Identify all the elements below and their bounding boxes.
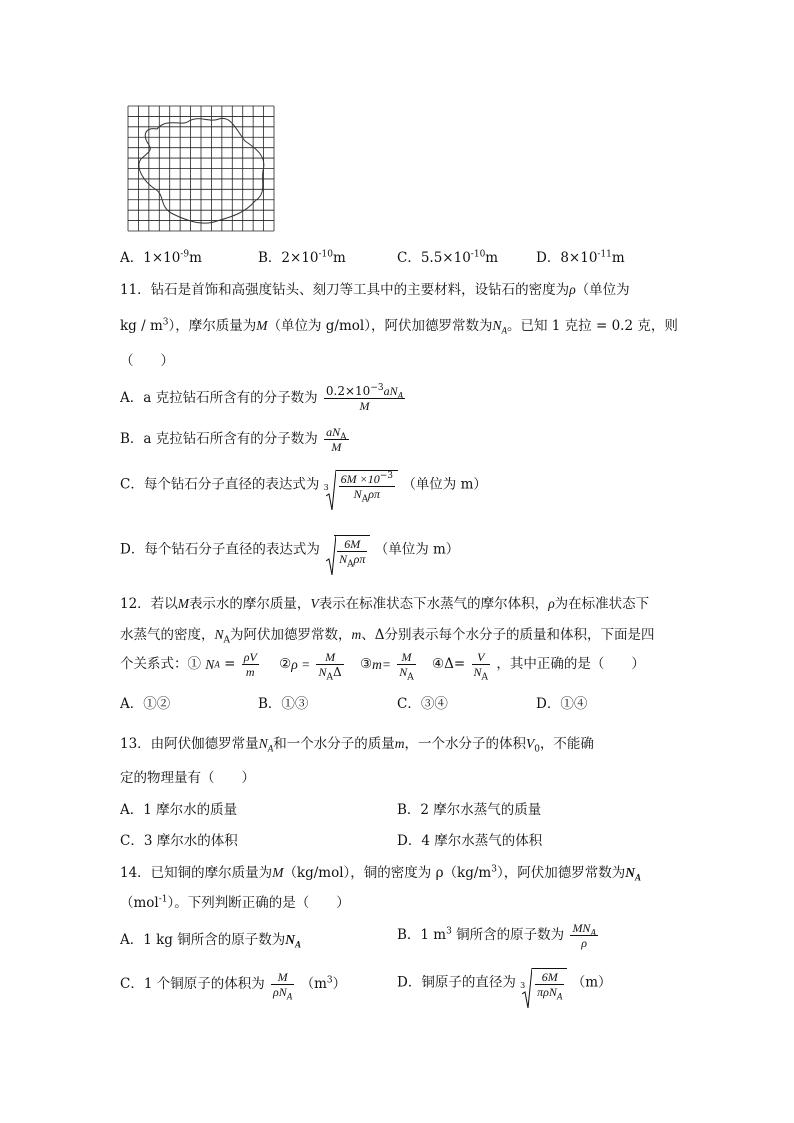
q14-stem-line2: （mol$^{-1}$）。下列判断正确的是（ ） — [120, 894, 350, 911]
q13-option-c[interactable]: C．3 摩尔水的体积 — [120, 833, 238, 849]
q11-option-c[interactable]: C．每个钻石分子直径的表达式为 3 $\frac{6M \times 10^{-3}}{N_A\rho\pi}$ （单位为 m） — [120, 470, 487, 500]
q14-d-cube-root: 3 $\frac{6M}{\pi\rho N_A}$ — [520, 968, 567, 998]
q12-stem-line1: 12．若以M表示水的摩尔质量，V表示在标准状态下水蒸气的摩尔体积，ρ为在标准状态下 — [120, 596, 650, 612]
q12-stem-line2: 水蒸气的密度，$N_A$为阿伏加德罗常数，m、Δ分别表示每个水分子的质量和体积，下面是四 — [120, 627, 655, 646]
q11-option-d[interactable]: D．每个钻石分子直径的表达式为 $\frac{6M}{N_A\rho\pi}$ （单位为 m） — [120, 535, 459, 565]
q14-option-a[interactable]: A．1 kg 铜所含的原子数为$N_A$ — [120, 932, 302, 950]
oil-film-outline — [139, 118, 264, 223]
q11-b-fraction: $\frac{aN_A}{M}$ — [326, 425, 347, 454]
q14-stem-line1: 14．已知铜的摩尔质量为M（kg/mol），铜的密度为 $\rho(kg/m^3)$，阿伏加德罗常数为$N_A$ — [120, 864, 641, 883]
q11-option-b[interactable]: B．a 克拉钻石所含有的分子数为 $\frac{aN_A}{M}$ — [120, 425, 347, 454]
q13-stem-line1: 13．由阿伏伽德罗常量$N_A$和一个水分子的质量m，一个水分子的体积$V_0$，不能确 — [120, 736, 594, 755]
q13-option-b[interactable]: B．2 摩尔水蒸气的质量 — [397, 802, 542, 818]
q10-option-b[interactable]: B．$2\times 10^{-10}m$ — [258, 249, 346, 266]
q11-c-cube-root: 3 $\frac{6M \times 10^{-3}}{N_A\rho\pi}$ — [324, 470, 398, 500]
q14-option-d[interactable]: D．铜原子的直径为 3 $\frac{6M}{\pi\rho N_A}$ （m） — [397, 968, 612, 998]
q14-option-c[interactable]: C．1 个铜原子的体积为 $\frac{M}{\rho N_A}$ $(m^3)$ — [120, 970, 347, 1002]
q13-stem-line2: 定的物理量有（ ） — [120, 770, 255, 786]
q11-d-square-root: $\frac{6M}{N_A\rho\pi}$ — [324, 535, 370, 565]
q10-option-d[interactable]: D．$8\times 10^{-11}m$ — [536, 249, 625, 266]
q11-option-a[interactable]: A．a 克拉钻石所含有的分子数为 $\frac{0.2\times 10^{-3}aN_A}{M}$ — [120, 383, 404, 413]
q14-option-b[interactable]: B．1 $m^3$ 铜所含的原子数为 $\frac{MN_A}{\rho}$ — [397, 921, 596, 950]
q12-relations: 个关系式：① NA = $\frac{\rho V}{m}$ ②ρ = $\frac{M}{N_A\Delta}$ ③m= $\frac{M}{N_A}$ ④Δ= $\frac{V}{N_A}$ ，其中正确的是（ ） — [120, 650, 645, 683]
q12-option-d[interactable]: D．①④ — [536, 696, 588, 712]
q12-option-b[interactable]: B．①③ — [258, 696, 309, 712]
grid-figure — [127, 105, 275, 232]
q12-option-c[interactable]: C．③④ — [397, 696, 448, 712]
q11-paren: （ ） — [120, 353, 174, 369]
q12-option-a[interactable]: A．①② — [120, 696, 171, 712]
q13-option-d[interactable]: D．4 摩尔水蒸气的体积 — [397, 833, 543, 849]
q13-option-a[interactable]: A．1 摩尔水的质量 — [120, 802, 238, 818]
q11-a-fraction: $\frac{0.2\times 10^{-3}aN_A}{M}$ — [325, 383, 404, 413]
q10-option-c[interactable]: C．$5.5\times 10^{-10}m$ — [397, 249, 499, 266]
q11-stem-line1: 11．钻石是首饰和高强度钻头、刻刀等工具中的主要材料，设钻石的密度为ρ（单位为 — [120, 282, 630, 298]
q10-option-a[interactable]: A．$1\times 10^{-9}m$ — [120, 249, 202, 266]
q11-stem-line2: kg / $m^3$），摩尔质量为M（单位为 g/mol），阿伏加德罗常数为$N_A$。已知 1 克拉 = 0.2 克，则 — [120, 317, 678, 336]
